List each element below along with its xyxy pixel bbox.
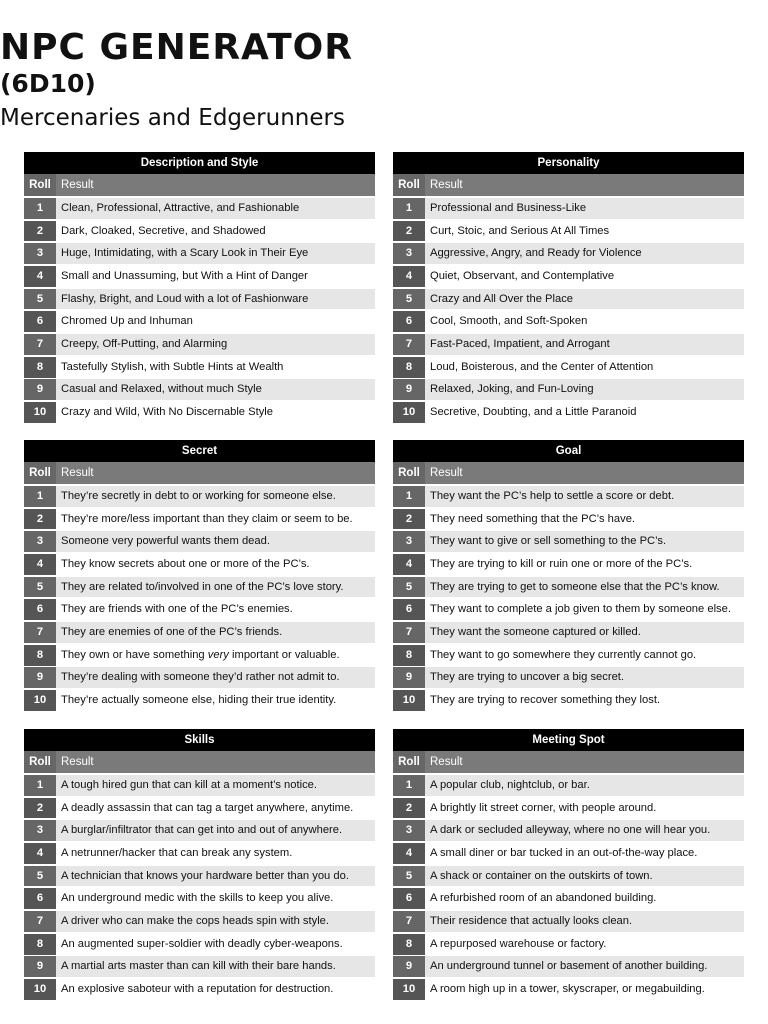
table-row <box>24 402 375 423</box>
result-cell: A burglar/infiltrator that can get into and out of anywhere. <box>61 824 343 837</box>
table-row <box>24 667 375 688</box>
result-cell: Curt, Stoic, and Serious At All Times <box>430 224 610 237</box>
result-cell: They are trying to recover something they lost. <box>430 694 661 707</box>
roll-cell: 10 <box>24 690 56 711</box>
roll-column-header: Roll <box>24 751 56 773</box>
result-cell: They know secrets about one or more of the PC’s. <box>61 557 310 570</box>
table-title: Secret <box>24 440 375 462</box>
roll-cell: 9 <box>24 379 56 400</box>
result-cell: Relaxed, Joking, and Fun-Loving <box>430 383 594 396</box>
result-cell: They want to go somewhere they currently cannot go. <box>430 648 697 661</box>
roll-cell: 6 <box>24 888 56 909</box>
column-header-row <box>393 174 744 196</box>
column-header-row <box>24 174 375 196</box>
table-row <box>393 820 744 841</box>
table-row <box>393 798 744 819</box>
roll-cell: 9 <box>24 667 56 688</box>
roll-cell: 4 <box>393 554 425 575</box>
table-row <box>24 843 375 864</box>
roll-cell: 8 <box>393 645 425 666</box>
roll-cell: 9 <box>24 956 56 977</box>
table-row <box>393 622 744 643</box>
result-cell: Creepy, Off-Putting, and Alarming <box>61 338 228 351</box>
table-row <box>24 311 375 332</box>
result-cell: Small and Unassuming, but With a Hint of Danger <box>61 269 308 282</box>
result-cell: A shack or container on the outskirts of town. <box>430 869 653 882</box>
roll-cell: 4 <box>393 843 425 864</box>
table-row <box>24 334 375 355</box>
table-row <box>24 911 375 932</box>
table-row <box>393 843 744 864</box>
roll-column-header: Roll <box>24 174 56 196</box>
table-row <box>393 645 744 666</box>
table-row <box>24 357 375 378</box>
table-row <box>393 956 744 977</box>
roll-cell: 7 <box>24 622 56 643</box>
table-row <box>24 934 375 955</box>
result-cell: A repurposed warehouse or factory. <box>430 937 607 950</box>
result-text: important or valuable. <box>228 648 340 661</box>
result-cell: Secretive, Doubting, and a Little Paranoid <box>430 406 637 419</box>
column-header-row <box>24 462 375 484</box>
table-row <box>24 554 375 575</box>
table-goal <box>393 440 744 711</box>
roll-cell: 10 <box>393 402 425 423</box>
roll-cell: 3 <box>393 531 425 552</box>
roll-cell: 4 <box>24 554 56 575</box>
roll-cell: 1 <box>24 198 56 219</box>
table-row <box>393 311 744 332</box>
result-cell: They are trying to uncover a big secret. <box>430 671 625 684</box>
result-cell: They need something that the PC’s have. <box>430 512 636 525</box>
result-cell: They are trying to kill or ruin one or more of the PC’s. <box>430 557 693 570</box>
roll-cell: 2 <box>393 221 425 242</box>
roll-cell: 8 <box>24 645 56 666</box>
roll-cell: 9 <box>393 667 425 688</box>
roll-cell: 8 <box>24 357 56 378</box>
result-cell <box>56 645 340 666</box>
result-cell: An underground tunnel or basement of another building. <box>430 960 708 973</box>
result-cell: Tastefully Stylish, with Subtle Hints at Wealth <box>61 360 284 373</box>
roll-cell: 9 <box>393 379 425 400</box>
table-skills <box>24 729 375 1000</box>
roll-cell: 1 <box>24 486 56 507</box>
result-cell: They’re secretly in debt to or working for someone else. <box>61 489 336 502</box>
result-cell: They are enemies of one of the PC’s friends. <box>61 626 283 639</box>
table-title: Goal <box>393 440 744 462</box>
table-secret <box>24 440 375 711</box>
roll-cell: 8 <box>393 357 425 378</box>
roll-cell: 1 <box>393 486 425 507</box>
table-row <box>24 866 375 887</box>
roll-cell: 6 <box>24 599 56 620</box>
result-cell: Fast-Paced, Impatient, and Arrogant <box>430 338 610 351</box>
roll-cell: 3 <box>24 531 56 552</box>
roll-cell: 6 <box>393 599 425 620</box>
result-cell: Cool, Smooth, and Soft-Spoken <box>430 315 588 328</box>
table-row <box>24 775 375 796</box>
roll-cell: 6 <box>393 311 425 332</box>
roll-cell: 7 <box>393 911 425 932</box>
result-emphasis: very <box>207 648 229 661</box>
table-row <box>24 645 375 666</box>
result-cell: A refurbished room of an abandoned building. <box>430 892 657 905</box>
result-cell: A martial arts master than can kill with their bare hands. <box>61 960 336 973</box>
table-row <box>393 334 744 355</box>
table-row <box>24 956 375 977</box>
result-cell: They’re dealing with someone they’d rather not admit to. <box>61 671 340 684</box>
table-title: Personality <box>393 152 744 174</box>
table-personality <box>393 152 744 423</box>
roll-cell: 10 <box>393 979 425 1000</box>
result-cell: They want the PC’s help to settle a score or debt. <box>430 489 675 502</box>
table-title: Skills <box>24 729 375 751</box>
table-row <box>24 798 375 819</box>
result-cell: Crazy and Wild, With No Discernable Style <box>61 406 274 419</box>
roll-cell: 5 <box>24 289 56 310</box>
result-cell: They’re more/less important than they claim or seem to be. <box>61 512 353 525</box>
table-row <box>24 221 375 242</box>
result-cell: Flashy, Bright, and Loud with a lot of Fashionware <box>61 292 309 305</box>
roll-cell: 5 <box>24 577 56 598</box>
roll-cell: 10 <box>393 690 425 711</box>
result-cell: Chromed Up and Inhuman <box>61 315 193 328</box>
result-column-header: Result <box>61 179 94 191</box>
table-row <box>24 379 375 400</box>
result-cell: A popular club, nightclub, or bar. <box>430 778 590 791</box>
roll-cell: 2 <box>24 509 56 530</box>
table-row <box>24 266 375 287</box>
result-cell: They are related to/involved in one of the PC’s love story. <box>61 580 344 593</box>
table-row <box>393 379 744 400</box>
roll-cell: 5 <box>393 289 425 310</box>
roll-cell: 5 <box>24 866 56 887</box>
table-row <box>393 979 744 1000</box>
result-cell: A dark or secluded alleyway, where no one will hear you. <box>430 824 711 837</box>
table-row <box>393 690 744 711</box>
roll-column-header: Roll <box>393 751 425 773</box>
roll-cell: 9 <box>393 956 425 977</box>
result-cell: An augmented super-soldier with deadly cyber-weapons. <box>61 937 343 950</box>
table-row <box>393 667 744 688</box>
table-row <box>24 690 375 711</box>
table-row <box>24 486 375 507</box>
result-cell: A deadly assassin that can tag a target anywhere, anytime. <box>61 801 354 814</box>
result-cell: They’re actually someone else, hiding their true identity. <box>61 694 337 707</box>
dice-notation: (6D10) <box>0 69 96 98</box>
roll-cell: 2 <box>24 798 56 819</box>
table-row <box>393 357 744 378</box>
result-cell: Dark, Cloaked, Secretive, and Shadowed <box>61 224 266 237</box>
column-header-row <box>393 751 744 773</box>
table-row <box>24 577 375 598</box>
roll-column-header: Roll <box>393 174 425 196</box>
roll-cell: 3 <box>24 243 56 264</box>
roll-cell: 10 <box>24 402 56 423</box>
result-cell: A netrunner/hacker that can break any system. <box>61 846 293 859</box>
result-cell: They want to complete a job given to them by someone else. <box>430 603 731 616</box>
table-row <box>393 221 744 242</box>
result-cell: Loud, Boisterous, and the Center of Attention <box>430 360 654 373</box>
result-cell: Crazy and All Over the Place <box>430 292 574 305</box>
result-cell: Quiet, Observant, and Contemplative <box>430 269 615 282</box>
table-row <box>24 820 375 841</box>
result-cell: A brightly lit street corner, with people around. <box>430 801 657 814</box>
roll-cell: 6 <box>393 888 425 909</box>
table-row <box>24 289 375 310</box>
result-cell: Clean, Professional, Attractive, and Fashionable <box>61 201 300 214</box>
roll-cell: 1 <box>393 775 425 796</box>
page-title: NPC GENERATOR <box>0 27 353 68</box>
table-row <box>393 775 744 796</box>
table-row <box>393 577 744 598</box>
result-column-header: Result <box>61 756 94 768</box>
table-row <box>393 911 744 932</box>
result-cell: They want the someone captured or killed. <box>430 626 641 639</box>
table-row <box>24 243 375 264</box>
roll-cell: 2 <box>393 798 425 819</box>
table-row <box>393 866 744 887</box>
table-row <box>393 402 744 423</box>
roll-cell: 4 <box>24 843 56 864</box>
table-row <box>24 198 375 219</box>
result-cell: A technician that knows your hardware better than you do. <box>61 869 349 882</box>
result-cell: A small diner or bar tucked in an out-of-the-way place. <box>430 846 698 859</box>
result-cell: They want to give or sell something to the PC’s. <box>430 535 667 548</box>
result-cell: They are friends with one of the PC’s enemies. <box>61 603 293 616</box>
result-cell: A driver who can make the cops heads spin with style. <box>61 915 330 928</box>
table-row <box>393 599 744 620</box>
table-row <box>393 509 744 530</box>
roll-cell: 3 <box>393 243 425 264</box>
result-cell: Someone very powerful wants them dead. <box>61 535 270 548</box>
table-row <box>24 888 375 909</box>
roll-cell: 2 <box>24 221 56 242</box>
table-row <box>393 198 744 219</box>
table-row <box>393 888 744 909</box>
result-column-header: Result <box>61 467 94 479</box>
table-row <box>24 599 375 620</box>
table-row <box>24 979 375 1000</box>
roll-cell: 5 <box>393 577 425 598</box>
table-title: Description and Style <box>24 152 375 174</box>
roll-column-header: Roll <box>24 462 56 484</box>
roll-cell: 4 <box>24 266 56 287</box>
table-row <box>393 934 744 955</box>
roll-cell: 7 <box>393 334 425 355</box>
column-header-row <box>24 751 375 773</box>
table-description-and-style <box>24 152 375 423</box>
roll-cell: 7 <box>393 622 425 643</box>
roll-cell: 3 <box>24 820 56 841</box>
roll-cell: 1 <box>393 198 425 219</box>
result-column-header: Result <box>430 467 463 479</box>
roll-cell: 7 <box>24 334 56 355</box>
result-column-header: Result <box>430 756 463 768</box>
result-cell: Casual and Relaxed, without much Style <box>61 383 262 396</box>
result-cell: They are trying to get to someone else that the PC’s know. <box>430 580 720 593</box>
result-text: They own or have something <box>61 648 208 661</box>
roll-cell: 4 <box>393 266 425 287</box>
result-column-header: Result <box>430 179 463 191</box>
table-meeting-spot <box>393 729 744 1000</box>
roll-cell: 3 <box>393 820 425 841</box>
roll-cell: 6 <box>24 311 56 332</box>
roll-cell: 2 <box>393 509 425 530</box>
table-row <box>393 531 744 552</box>
table-title: Meeting Spot <box>393 729 744 751</box>
column-header-row <box>393 462 744 484</box>
table-row <box>393 266 744 287</box>
result-cell: A tough hired gun that can kill at a moment’s notice. <box>61 778 318 791</box>
result-cell: A room high up in a tower, skyscraper, or megabuilding. <box>430 983 705 996</box>
roll-cell: 7 <box>24 911 56 932</box>
result-cell: Their residence that actually looks clean. <box>430 915 633 928</box>
roll-cell: 8 <box>24 934 56 955</box>
page-subtitle: Mercenaries and Edgerunners <box>0 105 345 131</box>
roll-column-header: Roll <box>393 462 425 484</box>
table-row <box>393 243 744 264</box>
table-row <box>24 509 375 530</box>
result-cell: An explosive saboteur with a reputation for destruction. <box>61 983 334 996</box>
result-cell: Aggressive, Angry, and Ready for Violence <box>430 247 642 260</box>
result-cell: Professional and Business-Like <box>430 201 587 214</box>
roll-cell: 10 <box>24 979 56 1000</box>
result-cell: Huge, Intimidating, with a Scary Look in Their Eye <box>61 247 309 260</box>
table-row <box>393 486 744 507</box>
table-row <box>393 289 744 310</box>
roll-cell: 5 <box>393 866 425 887</box>
table-row <box>393 554 744 575</box>
result-cell: An underground medic with the skills to keep you alive. <box>61 892 334 905</box>
roll-cell: 1 <box>24 775 56 796</box>
table-row <box>24 531 375 552</box>
table-row <box>24 622 375 643</box>
roll-cell: 8 <box>393 934 425 955</box>
